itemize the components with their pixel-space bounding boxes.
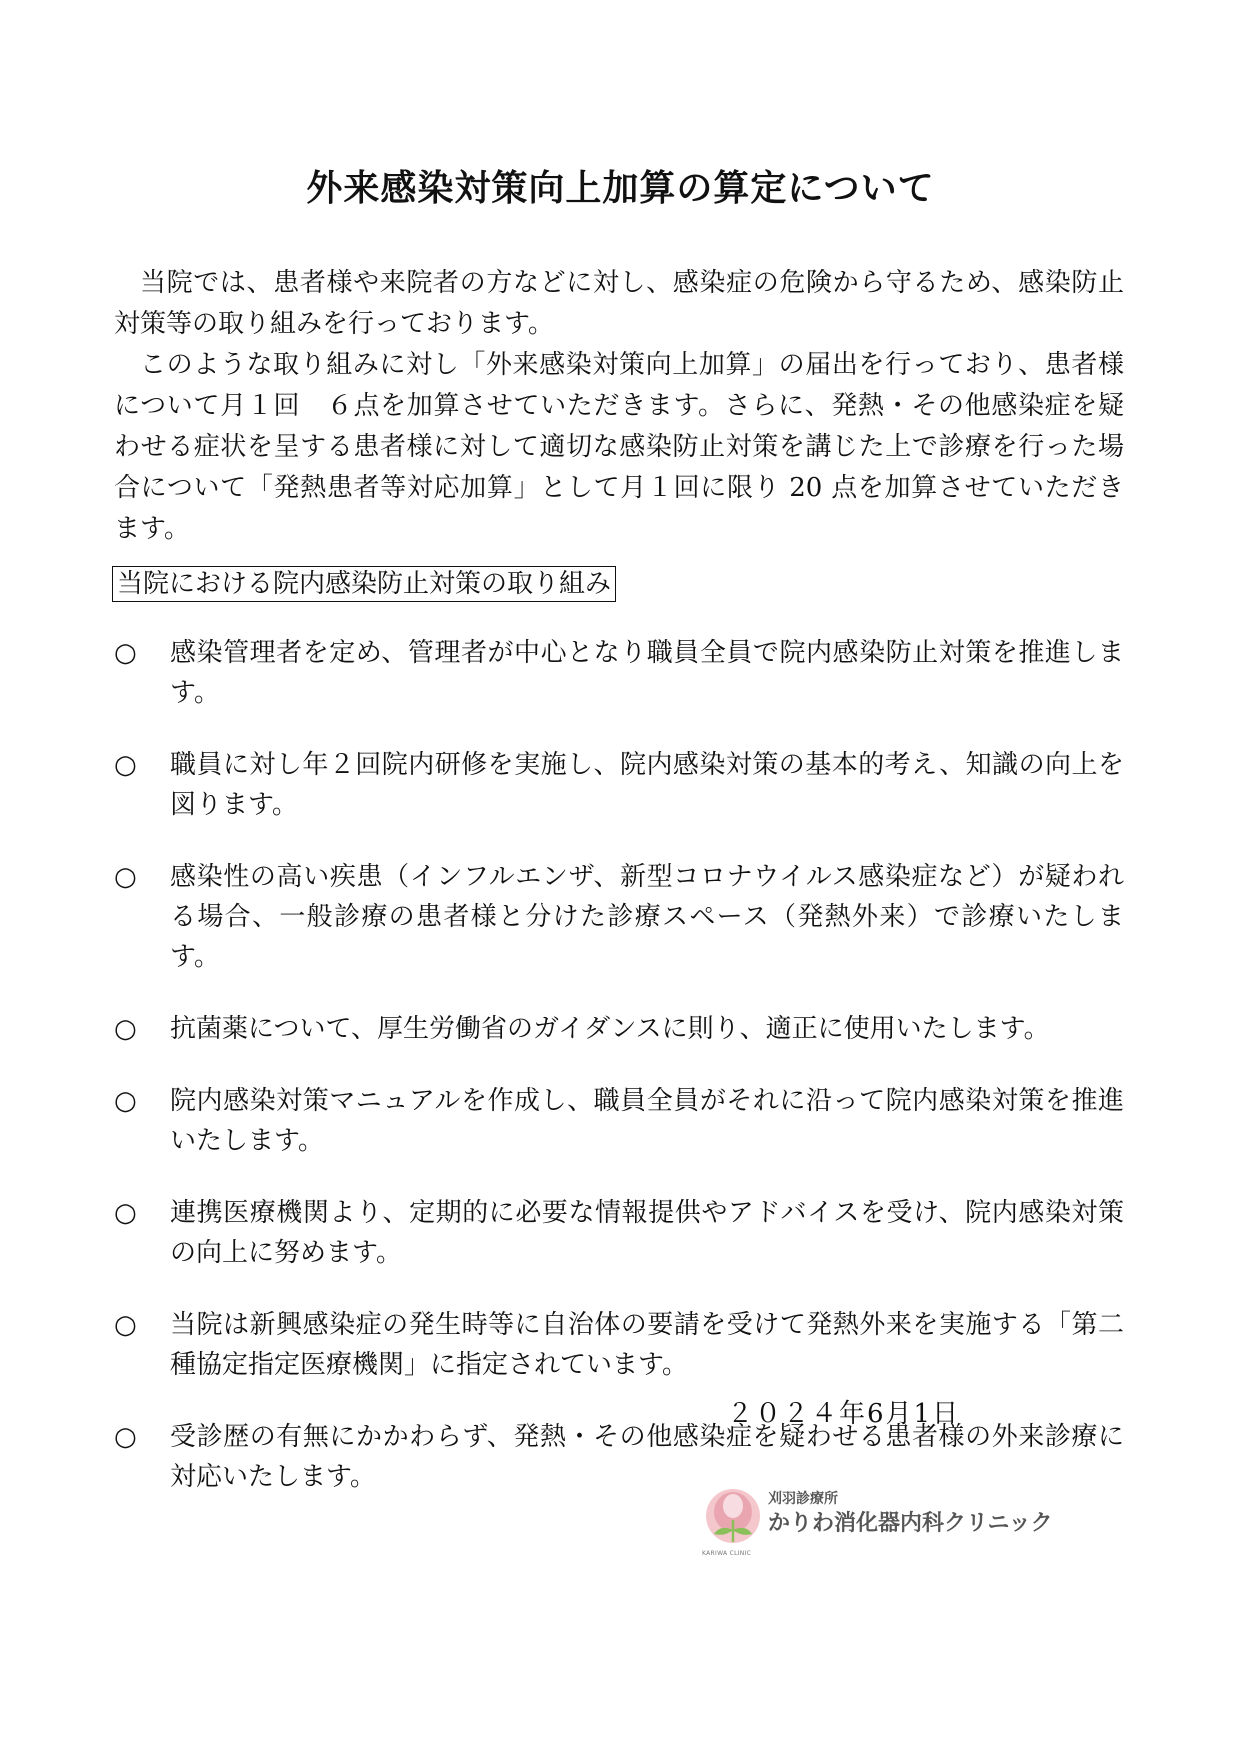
circle-bullet-icon: ○ — [114, 1086, 137, 1116]
measure-text: 感染性の高い疾患（インフルエンザ、新型コロナウイルス感染症など）が疑われる場合、一般診療の患者様と分けた診療スペース（発熱外来）で診療いたします。 — [170, 862, 1124, 972]
page-title: 外来感染対策向上加算の算定について — [306, 167, 935, 209]
clinic-subtitle: 刈羽診療所 — [768, 1491, 838, 1507]
clinic-logo — [700, 1484, 1080, 1564]
intro-text — [114, 263, 1124, 550]
measure-text: 受診歴の有無にかかわらず、発熱・その他感染症を疑わせる患者様の外来診療に対応いたします。 — [170, 1422, 1124, 1492]
list-item — [114, 1193, 1124, 1273]
circle-bullet-icon: ○ — [114, 1014, 137, 1044]
clinic-english-name: KARIWA CLINIC — [702, 1550, 752, 1557]
list-item — [114, 633, 1124, 713]
circle-bullet-icon: ○ — [114, 862, 137, 892]
measure-text: 職員に対し年２回院内研修を実施し、院内感染対策の基本的考え、知識の向上を図ります。 — [170, 750, 1124, 820]
list-item — [114, 857, 1124, 977]
intro-paragraph: このような取り組みに対し「外来感染対策向上加算」の届出を行っており、患者様について月１回 ６点を加算させていただきます。さらに、発熱・その他感染症を疑わせる症状を呈する患者様に対して適切な感染防止対策を講じた上で診療を行った場合について「発熱患者等対応加算」として月１回に限り 20 点を加算させていただきます。 — [114, 350, 1124, 544]
issue-date: ２０２４年6月1日 — [727, 1399, 961, 1429]
flower-bud-icon — [700, 1484, 770, 1554]
measure-text: 院内感染対策マニュアルを作成し、職員全員がそれに沿って院内感染対策を推進いたします。 — [170, 1086, 1124, 1156]
clinic-name: かりわ消化器内科クリニック — [768, 1511, 1053, 1536]
measure-text: 当院は新興感染症の発生時等に自治体の要請を受けて発熱外来を実施する「第二種協定指定医療機関」に指定されています。 — [170, 1310, 1124, 1380]
list-item — [114, 745, 1124, 825]
circle-bullet-icon: ○ — [114, 638, 137, 668]
circle-bullet-icon: ○ — [114, 1422, 137, 1452]
circle-bullet-icon: ○ — [114, 750, 137, 780]
list-item — [114, 1081, 1124, 1161]
intro-paragraph: 当院では、患者様や来院者の方などに対し、感染症の危険から守るため、感染防止対策等の取り組みを行っております。 — [114, 268, 1124, 339]
circle-bullet-icon: ○ — [114, 1198, 137, 1228]
measure-text: 抗菌薬について、厚生労働省のガイダンスに則り、適正に使用いたします。 — [170, 1014, 1050, 1044]
measure-text: 連携医療機関より、定期的に必要な情報提供やアドバイスを受け、院内感染対策の向上に努めます。 — [170, 1198, 1124, 1268]
list-item — [114, 1305, 1124, 1385]
circle-bullet-icon: ○ — [114, 1310, 137, 1340]
measure-text: 感染管理者を定め、管理者が中心となり職員全員で院内感染防止対策を推進します。 — [170, 638, 1124, 708]
list-item — [114, 1009, 1124, 1049]
section-heading: 当院における院内感染防止対策の取り組み — [112, 566, 616, 602]
